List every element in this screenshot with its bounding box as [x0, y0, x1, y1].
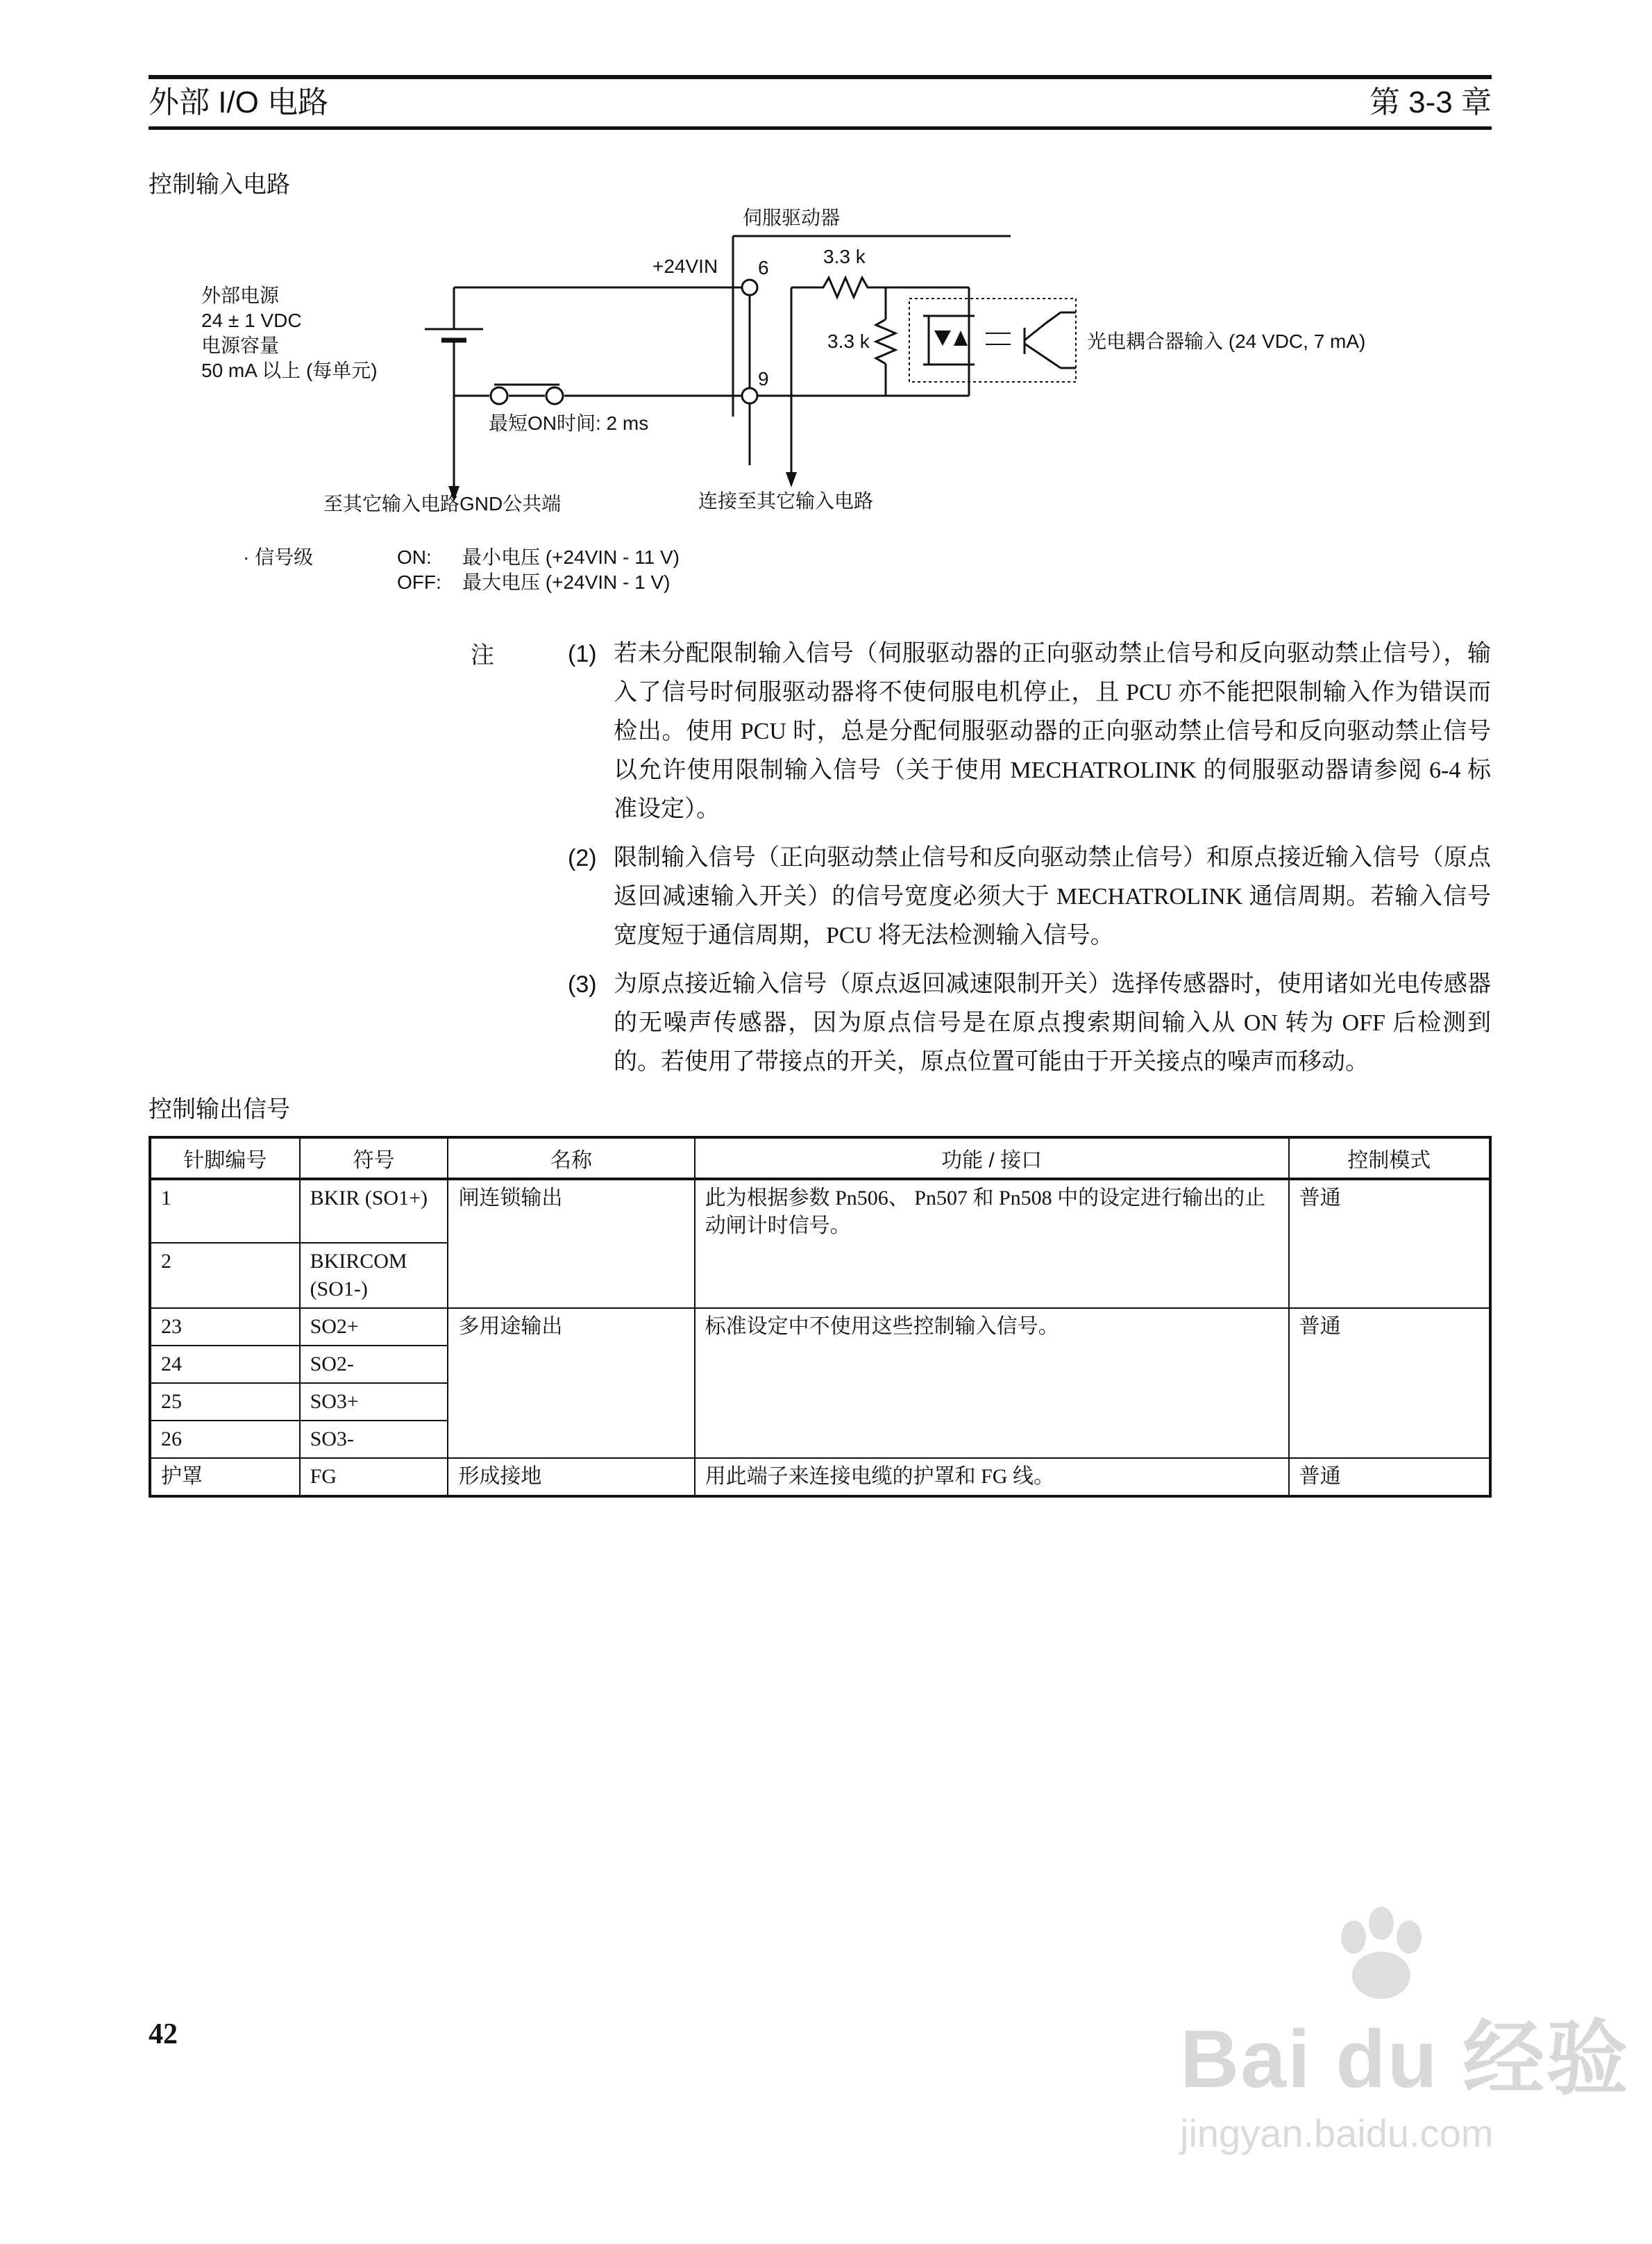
- symbol-cell: SO2+: [300, 1308, 448, 1346]
- symbol-cell: FG: [300, 1458, 448, 1496]
- external-power-line-1: 外部电源: [201, 285, 280, 306]
- to-other-inputs-label: 连接至其它输入电路: [698, 490, 874, 512]
- led-icon: [934, 330, 951, 346]
- note-text: 为原点接近输入信号（原点返回减速限制开关）选择传感器时，使用诸如光电传感器的无噪声传感器，因为原点信号是在原点搜索期间输入从 ON 转为 OFF 后检测到的。若使用了带接点的开关，原点位置可能由于开关接点的噪声而移动。: [614, 971, 1491, 1075]
- baidu-watermark: [1138, 1902, 1630, 2208]
- signal-off-key: OFF:: [397, 571, 441, 593]
- header-rule-bottom: [149, 126, 1492, 130]
- column-header: 针脚编号: [150, 1137, 300, 1179]
- pin-6-label: 6: [758, 257, 769, 278]
- header-rule-top: [149, 75, 1492, 79]
- resistor-side-label: 3.3 k: [827, 330, 870, 352]
- watermark-url: jingyan.baidu.com: [1180, 2111, 1494, 2155]
- external-power-line-3: 电源容量: [201, 335, 280, 356]
- note-item: [568, 839, 1491, 955]
- optocoupler-label: 光电耦合器输入 (24 VDC, 7 mA): [1087, 330, 1366, 352]
- pin-cell: 护罩: [150, 1458, 300, 1496]
- led-icon: [954, 330, 968, 346]
- signal-on-key: ON:: [397, 546, 432, 568]
- section-title-input-circuit: 控制输入电路: [149, 171, 290, 198]
- pin-cell: 2: [150, 1243, 300, 1308]
- name-cell: 多用途输出: [448, 1308, 694, 1458]
- table-header-row: [150, 1137, 1490, 1179]
- pin-cell: 25: [150, 1383, 300, 1421]
- circuit-schematic: [194, 201, 1444, 604]
- notes-list: [568, 635, 1491, 1091]
- column-header: 符号: [300, 1137, 448, 1179]
- pin-cell: 26: [150, 1421, 300, 1458]
- symbol-cell: SO2-: [300, 1346, 448, 1383]
- table-row: [150, 1179, 1490, 1243]
- note-text: 限制输入信号（正向驱动禁止信号和反向驱动禁止信号）和原点接近输入信号（原点返回减速输入开关）的信号宽度必须大于 MECHATROLINK 通信周期。若输入信号宽度短于通信周期，PCU 将无法检测输入信号。: [614, 845, 1491, 948]
- paw-icon: [1312, 1902, 1451, 2007]
- to-other-gnd-label: 至其它输入电路GND公共端: [323, 493, 562, 514]
- servo-driver-label: 伺服驱动器: [743, 207, 841, 228]
- symbol-cell: SO3+: [300, 1383, 448, 1421]
- function-cell: 用此端子来连接电缆的护罩和 FG 线。: [695, 1458, 1289, 1496]
- mode-cell: 普通: [1289, 1308, 1490, 1458]
- symbol-cell: SO3-: [300, 1421, 448, 1458]
- signal-off-value: 最大电压 (+24VIN - 1 V): [462, 571, 671, 593]
- note-item: [568, 635, 1491, 829]
- output-signal-table: [149, 1136, 1492, 1498]
- chapter-label: 第 3-3 章: [1369, 85, 1492, 119]
- signal-on-value: 最小电压 (+24VIN - 11 V): [462, 546, 680, 568]
- note-mark: 注: [471, 642, 494, 669]
- pin-9-label: 9: [758, 368, 769, 390]
- mode-cell: 普通: [1289, 1179, 1490, 1308]
- pin-cell: 1: [150, 1179, 300, 1243]
- page-number: 42: [149, 2018, 178, 2050]
- signal-level-label: · 信号级: [243, 546, 314, 568]
- note-number: (3): [568, 971, 597, 998]
- page-title: 外部 I/O 电路: [149, 85, 329, 119]
- table-row: [150, 1458, 1490, 1496]
- column-header: 名称: [448, 1137, 694, 1179]
- symbol-cell: BKIR (SO1+): [300, 1179, 448, 1243]
- section-title-output-signals: 控制输出信号: [149, 1096, 290, 1123]
- column-header: 控制模式: [1289, 1137, 1490, 1179]
- external-power-line-2: 24 ± 1 VDC: [201, 310, 302, 331]
- symbol-cell: BKIRCOM (SO1-): [300, 1243, 448, 1308]
- note-text: 若未分配限制输入信号（伺服驱动器的正向驱动禁止信号和反向驱动禁止信号），输入了信号时伺服驱动器将不使伺服电机停止，且 PCU 亦不能把限制输入作为错误而检出。使用 PCU 时，总是分配伺服驱动器的正向驱动禁止信号和反向驱动禁止信号以允许使用限制输入信号（关于使用 MECHATROLINK 的伺服驱动器请参阅 6-4 标准设定）。: [614, 641, 1491, 822]
- resistor-top-label: 3.3 k: [823, 246, 866, 267]
- name-cell: 闸连锁输出: [448, 1179, 694, 1308]
- function-cell: 此为根据参数 Pn506、 Pn507 和 Pn508 中的设定进行输出的止动闸计时信号。: [695, 1179, 1289, 1308]
- table-row: [150, 1308, 1490, 1346]
- watermark-brand: Bai du 经验: [1180, 2013, 1630, 2105]
- input-circuit-diagram: [194, 201, 1444, 604]
- mode-cell: 普通: [1289, 1458, 1490, 1496]
- note-number: (1): [568, 641, 597, 667]
- external-power-line-4: 50 mA 以上 (每单元): [201, 360, 378, 381]
- vin-label: +24VIN: [652, 256, 718, 277]
- note-number: (2): [568, 845, 597, 871]
- min-on-time-label: 最短ON时间: 2 ms: [489, 412, 649, 434]
- note-item: [568, 965, 1491, 1082]
- column-header: 功能 / 接口: [695, 1137, 1289, 1179]
- function-cell: 标准设定中不使用这些控制输入信号。: [695, 1308, 1289, 1458]
- pin-cell: 23: [150, 1308, 300, 1346]
- pin-cell: 24: [150, 1346, 300, 1383]
- name-cell: 形成接地: [448, 1458, 694, 1496]
